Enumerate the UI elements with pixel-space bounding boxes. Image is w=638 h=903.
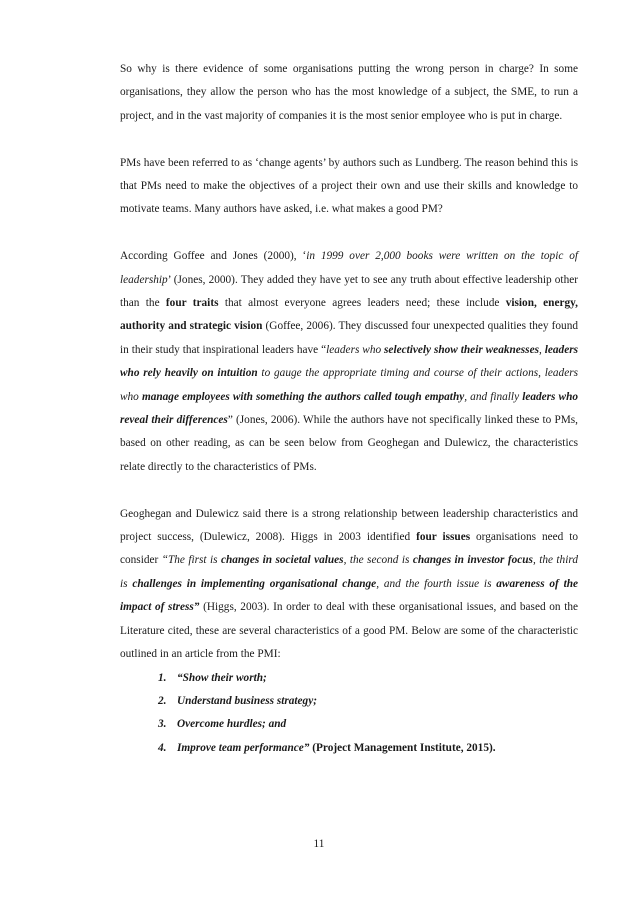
text-run: changes in investor focus bbox=[412, 554, 533, 567]
list-item-number: 2. bbox=[158, 694, 167, 707]
document-page bbox=[120, 58, 578, 760]
text-run: selectively show their weaknesses bbox=[384, 343, 539, 356]
text-run: , and finally bbox=[464, 390, 523, 403]
text-run: four issues bbox=[416, 531, 471, 544]
list-item-text: “Show their worth; bbox=[177, 671, 267, 684]
text-run: “The first is bbox=[161, 554, 221, 567]
list-item-text: Overcome hurdles; and bbox=[177, 718, 287, 731]
text-run: leaders who rely heavily on intuition bbox=[120, 343, 579, 380]
text-run: , the third is bbox=[120, 554, 578, 590]
paragraph-2 bbox=[120, 152, 578, 222]
text-run: manage employees with something the authors called tough empathy bbox=[141, 390, 465, 403]
text-run: changes in societal values bbox=[220, 554, 344, 567]
list-item-number: 4. bbox=[158, 741, 167, 754]
text-run: four traits bbox=[165, 297, 219, 310]
list-item bbox=[158, 667, 578, 690]
list-item bbox=[158, 690, 578, 713]
text-run: leaders who bbox=[326, 343, 385, 356]
text-run: ’ (Jones, 2000). They added they have yet to see any truth about effective leadership other than the bbox=[120, 273, 578, 310]
text-run: leaders who reveal their differences bbox=[120, 390, 579, 427]
text-run: (Higgs, 2003). In order to deal with these organisational issues, and based on the Literature cited, these are several characteristics of a good PM. Below are some of the characteristic outlined in an article from the PMI: bbox=[120, 601, 578, 661]
page-number: 11 bbox=[313, 838, 325, 850]
text-run: organisations need to consider bbox=[120, 531, 579, 567]
paragraph-3 bbox=[120, 245, 578, 479]
text-run: , bbox=[539, 343, 545, 356]
list-item-suffix: (Project Management Institute, 2015). bbox=[309, 741, 496, 754]
list-item-number: 3. bbox=[158, 718, 167, 731]
text-run: (Goffee, 2006). They discussed four unexpected qualities they found in their study that inspirational leaders have “ bbox=[120, 320, 578, 356]
text-run: So why is there evidence of some organisations putting the wrong person in charge? In some organisations, they allow the person who has the most knowledge of a subject, the SME, to run a project, and in the vast majority of companies it is the most senior employee who is put in charge. bbox=[120, 63, 578, 122]
text-run: Geoghegan and Dulewicz said there is a strong relationship between leadership characteristics and project success, (Dulewicz, 2008). Higgs in 2003 identified bbox=[120, 507, 578, 544]
text-run: in 1999 over 2,000 books were written on the topic of leadership bbox=[120, 250, 578, 286]
text-run: According Goffee and Jones (2000), ‘ bbox=[120, 250, 307, 263]
text-run: that almost everyone agrees leaders need; these include bbox=[218, 297, 506, 310]
list-item-text: Improve team performance” bbox=[177, 741, 310, 754]
text-run: , the second is bbox=[343, 554, 413, 567]
list-item-number: 1. bbox=[158, 671, 167, 684]
text-run: awareness of the impact of stress” bbox=[120, 577, 579, 614]
text-run: challenges in implementing organisational change bbox=[132, 577, 377, 590]
list-item bbox=[158, 713, 578, 736]
text-run: , and the fourth issue is bbox=[376, 577, 497, 590]
list-item bbox=[158, 737, 578, 760]
paragraph-1 bbox=[120, 58, 578, 128]
text-run: vision, energy, authority and strategic vision bbox=[120, 297, 578, 333]
pmi-characteristics-list bbox=[120, 667, 578, 761]
text-run: PMs have been referred to as ‘change agents’ by authors such as Lundberg. The reason behind this is that PMs need to make the objectives of a project their own and use their skills and knowledge to motivate teams. Many authors have asked, i.e. what makes a good PM? bbox=[120, 156, 578, 216]
text-run: ” (Jones, 2006). While the authors have not specifically linked these to PMs, based on other reading, as can be seen below from Geoghegan and Dulewicz, the characteristics relate directly to the characteristics of PMs. bbox=[120, 414, 578, 473]
list-item-text: Understand business strategy; bbox=[177, 694, 317, 707]
paragraph-4 bbox=[120, 503, 578, 667]
text-run: to gauge the appropriate timing and course of their actions, leaders who bbox=[120, 367, 578, 403]
